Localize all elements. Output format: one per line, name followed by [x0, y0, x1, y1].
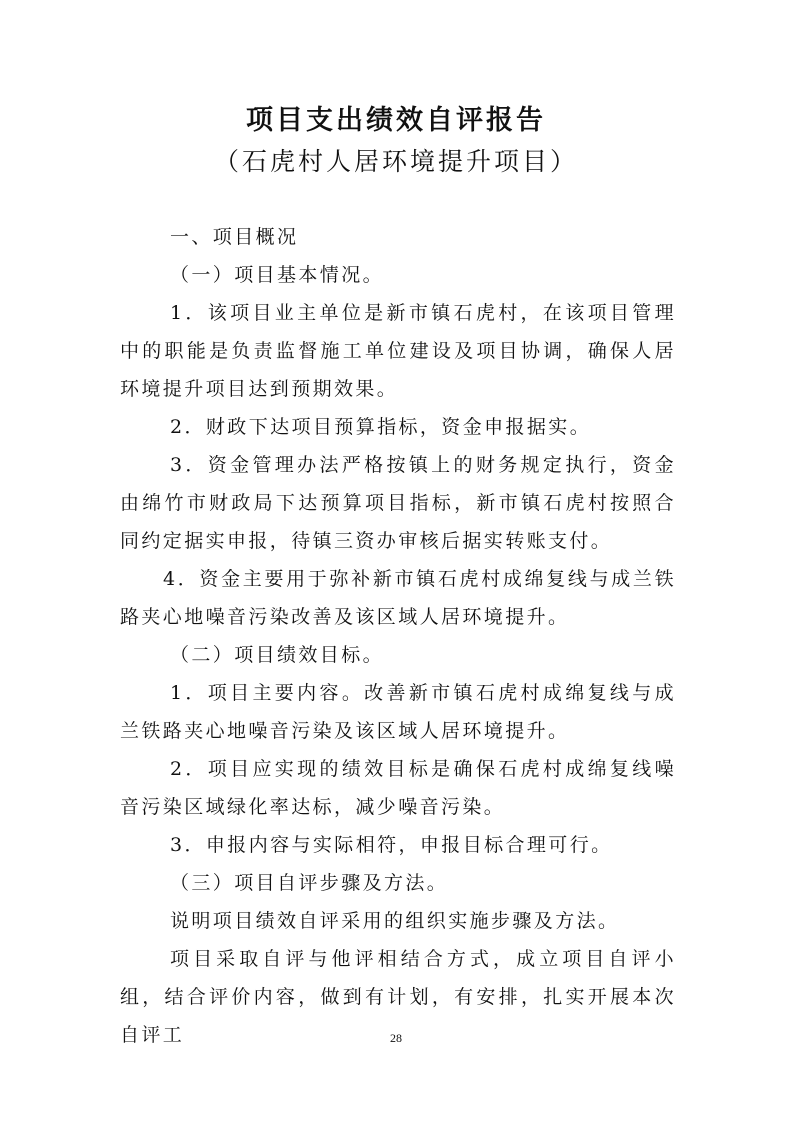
- paragraph-method-detail: 项目采取自评与他评相结合方式，成立项目自评小组，结合评价内容，做到有计划，有安排，扎实开展本次自评工: [120, 948, 676, 1046]
- section-heading-overview: 一、项目概况: [170, 226, 299, 248]
- paragraph-goal-2: 2．项目应实现的绩效目标是确保石虎村成绵复线噪音污染区域绿化率达标，减少噪音污染。: [120, 758, 676, 818]
- paragraph-goal-1: 1．项目主要内容。改善新市镇石虎村成绵复线与成兰铁路夹心地噪音污染及该区域人居环境提升。: [120, 682, 676, 742]
- subsection-heading-basic-info: （一）项目基本情况。: [170, 264, 385, 286]
- paragraph-item-3: 3．资金管理办法严格按镇上的财务规定执行，资金由绵竹市财政局下达预算项目指标，新市镇石虎村按照合同约定据实申报，待镇三资办审核后据实转账支付。: [120, 454, 676, 552]
- subsection-heading-method: （三）项目自评步骤及方法。: [170, 872, 449, 894]
- document-subtitle: （石虎村人居环境提升项目）: [213, 147, 578, 176]
- page-number: 28: [390, 1031, 402, 1045]
- paragraph-item-2: 2．财政下达项目预算指标，资金申报据实。: [170, 416, 592, 438]
- document-title: 项目支出绩效自评报告: [246, 105, 546, 136]
- subsection-heading-goals: （二）项目绩效目标。: [170, 644, 385, 666]
- paragraph-item-4: 4．资金主要用于弥补新市镇石虎村成绵复线与成兰铁路夹心地噪音污染改善及该区域人居环境提升。: [120, 568, 676, 628]
- paragraph-goal-3: 3．申报内容与实际相符，申报目标合理可行。: [170, 834, 613, 856]
- document-body: [120, 218, 676, 1054]
- paragraph-method-desc: 说明项目绩效自评采用的组织实施步骤及方法。: [170, 910, 620, 932]
- paragraph-item-1: 1．该项目业主单位是新市镇石虎村，在该项目管理中的职能是负责监督施工单位建设及项目协调，确保人居环境提升项目达到预期效果。: [120, 302, 676, 400]
